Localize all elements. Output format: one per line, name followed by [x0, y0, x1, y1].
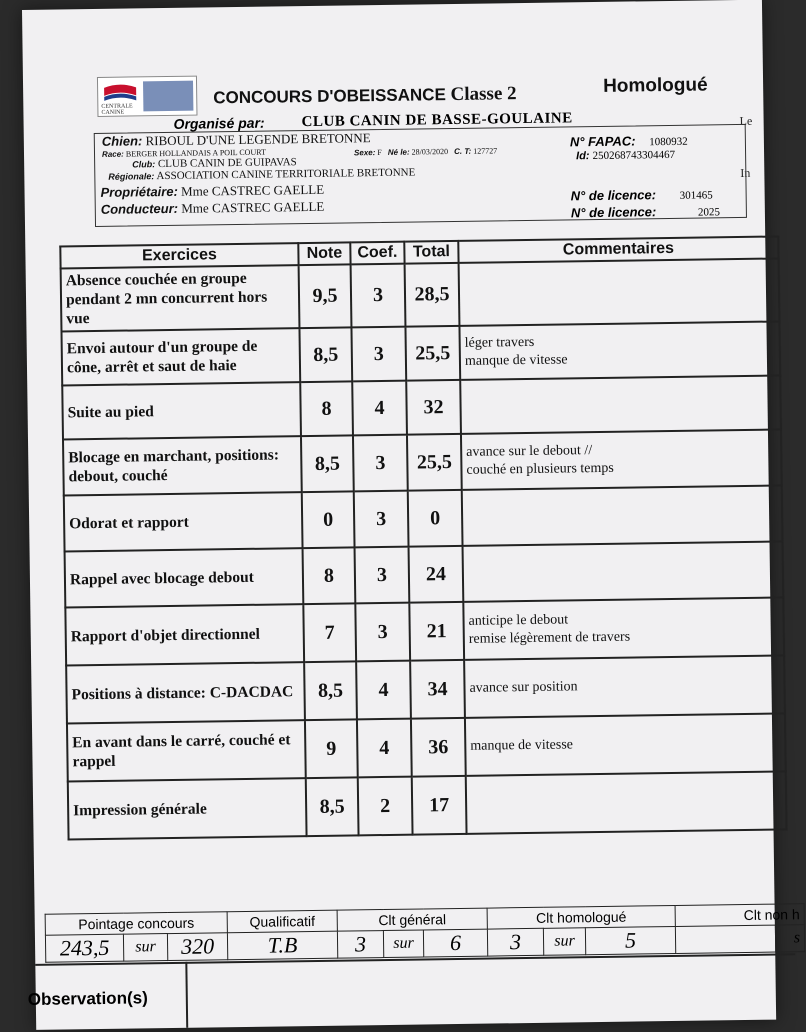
table-row	[65, 541, 784, 607]
exercise-comment	[460, 375, 781, 433]
club-line: Club: CLUB CANIN DE GUIPAVAS	[132, 156, 297, 171]
dog-race: BERGER HOLLANDAIS A POIL COURT	[125, 147, 266, 159]
exercise-comment: anticipe le debout remise légèrement de travers	[463, 597, 784, 659]
exercise-note: 8	[300, 381, 353, 436]
exercise-total: 21	[409, 602, 464, 661]
regionale-line: Régionale: ASSOCIATION CANINE TERRITORIALE BRETONNE	[108, 166, 416, 183]
licence-line-2: N° de licence: 2025	[570, 204, 721, 221]
exercise-total: 24	[409, 546, 464, 603]
header-note: Note	[298, 242, 350, 265]
exercise-total: 32	[406, 380, 461, 435]
exercise-name: Blocage en marchant, positions: debout, couché	[63, 436, 302, 495]
pointage-label: Pointage concours	[45, 912, 227, 936]
exercise-coef: 3	[354, 491, 409, 548]
table-row	[65, 597, 784, 665]
exercise-note: 8,5	[304, 661, 357, 720]
exercise-name: Odorat et rapport	[64, 492, 303, 551]
score-value: 243,5	[45, 934, 123, 962]
table-row	[67, 713, 786, 781]
class-label: Classe 2	[450, 83, 517, 106]
exercise-coef: 3	[355, 603, 410, 662]
exercise-name: Absence couchée en groupe pendant 2 mn concurrent hors vue	[61, 265, 300, 331]
exercise-name: Rapport d'objet directionnel	[65, 604, 304, 665]
dog-club: CLUB CANIN DE GUIPAVAS	[157, 156, 297, 171]
centrale-canine-logo	[97, 76, 198, 117]
id-line: Id: 250268743304467	[576, 148, 676, 163]
table-row	[61, 258, 780, 331]
fapac-line: N° FAPAC: 1080932	[569, 133, 688, 150]
dog-name-line: Chien: RIBOUL D'UNE LEGENDE BRETONNE	[101, 130, 371, 149]
header-exercises: Exercices	[60, 243, 298, 268]
general-rank: 3	[337, 931, 383, 959]
dog-name: RIBOUL D'UNE LEGENDE BRETONNE	[145, 130, 371, 149]
exercise-comment	[462, 485, 783, 545]
exercise-coef: 2	[358, 777, 413, 836]
logo-blue-block	[143, 81, 193, 112]
edge-text-le: Le	[739, 113, 753, 128]
exercise-comment: léger travers manque de vitesse	[459, 321, 780, 379]
exercise-note: 9,5	[299, 264, 352, 328]
exercise-coef: 4	[352, 381, 407, 436]
header-comments: Commentaires	[458, 236, 778, 262]
dog-handler: Mme CASTREC GAELLE	[181, 198, 325, 216]
exercise-total: 36	[411, 718, 466, 777]
exercise-comment	[466, 771, 787, 833]
exercise-note: 8,5	[306, 777, 359, 836]
exercise-total: 17	[412, 776, 467, 835]
clt-general-label: Clt général	[337, 908, 487, 931]
header-coef: Coef.	[350, 242, 404, 265]
exercise-coef: 3	[355, 547, 410, 604]
exercise-name: Impression générale	[68, 778, 307, 839]
licence-number-1: 301465	[679, 189, 713, 202]
race-line: Race: BERGER HOLLANDAIS A POIL COURT	[101, 147, 266, 159]
exercise-name: Envoi autour d'un groupe de cône, arrêt et saut de haie	[61, 328, 300, 385]
exercise-total: 28,5	[405, 263, 460, 327]
clt-non-label: Clt non h	[675, 904, 804, 927]
exercise-total: 25,5	[407, 434, 462, 491]
fapac-number: 1080932	[649, 135, 688, 149]
exercise-coef: 3	[351, 327, 406, 382]
dog-regionale: ASSOCIATION CANINE TERRITORIALE BRETONNE	[156, 166, 416, 183]
non-homologue-rank	[675, 925, 775, 953]
exercise-name: Positions à distance: C-DACDAC	[66, 662, 305, 723]
id-number: 250268743304467	[592, 148, 676, 163]
status-homologue: Homologué	[602, 74, 708, 97]
header-total: Total	[404, 241, 458, 264]
exercise-note: 7	[303, 603, 356, 662]
dog-ct: 127727	[473, 146, 498, 156]
table-row	[68, 771, 787, 839]
exercise-total: 25,5	[405, 326, 460, 381]
exercise-comment	[463, 541, 784, 601]
homologue-total: 5	[585, 926, 675, 954]
exercise-comment: manque de vitesse	[465, 713, 786, 775]
sheet-title: CONCOURS D'OBEISSANCE Classe 2	[213, 83, 517, 108]
table-row	[62, 375, 781, 439]
exercise-coef: 3	[351, 264, 406, 328]
dog-sex: F	[377, 147, 382, 158]
exercise-comment: avance sur le debout // couché en plusieurs temps	[461, 429, 782, 489]
sur-label: sur	[543, 928, 585, 956]
score-max: 320	[167, 933, 227, 961]
exercise-name: Rappel avec blocage debout	[65, 548, 304, 607]
sur-label: sur	[123, 934, 167, 962]
observation-label: Observation(s)	[27, 988, 148, 1010]
logo-text: CENTRALE CANINE	[101, 103, 133, 116]
exercise-comment	[459, 258, 780, 325]
licence-number-2: 2025	[697, 206, 721, 219]
clt-homologue-label: Clt homologué	[487, 905, 675, 929]
exercise-coef: 3	[353, 435, 408, 492]
general-total: 6	[423, 929, 487, 957]
table-row	[66, 655, 785, 723]
exercise-total: 34	[410, 660, 465, 719]
exercise-name: Suite au pied	[62, 382, 301, 439]
exercise-note: 8,5	[301, 435, 354, 492]
exercise-note: 0	[302, 491, 355, 548]
exercise-note: 8	[303, 547, 356, 604]
exercise-total: 0	[408, 490, 463, 547]
licence-line-1: N° de licence: 301465	[570, 187, 713, 204]
handler-line: Conducteur: Mme CASTREC GAELLE	[100, 198, 325, 217]
organized-by-label: Organisé par:	[173, 114, 265, 132]
score-sheet	[22, 0, 801, 1030]
qualificatif-value: T.B	[227, 931, 337, 960]
exercise-coef: 4	[357, 719, 412, 778]
table-row	[61, 321, 780, 385]
qualificatif-label: Qualificatif	[227, 910, 337, 933]
exercise-note: 9	[305, 719, 358, 778]
partial-s: s	[775, 925, 804, 952]
sex-born-line: Sexe: F Né le: 28/03/2020 C. T: 127727	[353, 146, 498, 158]
owner-line: Propriétaire: Mme CASTREC GAELLE	[100, 181, 325, 200]
homologue-rank: 3	[487, 928, 543, 956]
table-row	[63, 429, 782, 495]
exercises-table	[59, 235, 787, 840]
exercise-note: 8,5	[299, 327, 352, 382]
exercise-name: En avant dans le carré, couché et rappel	[67, 720, 306, 781]
exercise-comment: avance sur position	[464, 655, 785, 717]
organizer: CLUB CANIN DE BASSE-GOULAINE	[301, 110, 573, 131]
sur-label: sur	[383, 930, 423, 958]
exercise-coef: 4	[356, 661, 411, 720]
table-row	[64, 485, 783, 551]
dog-owner: Mme CASTREC GAELLE	[181, 181, 325, 199]
edge-text-in: In	[740, 165, 751, 180]
dog-birthdate: 28/03/2020	[411, 147, 449, 157]
